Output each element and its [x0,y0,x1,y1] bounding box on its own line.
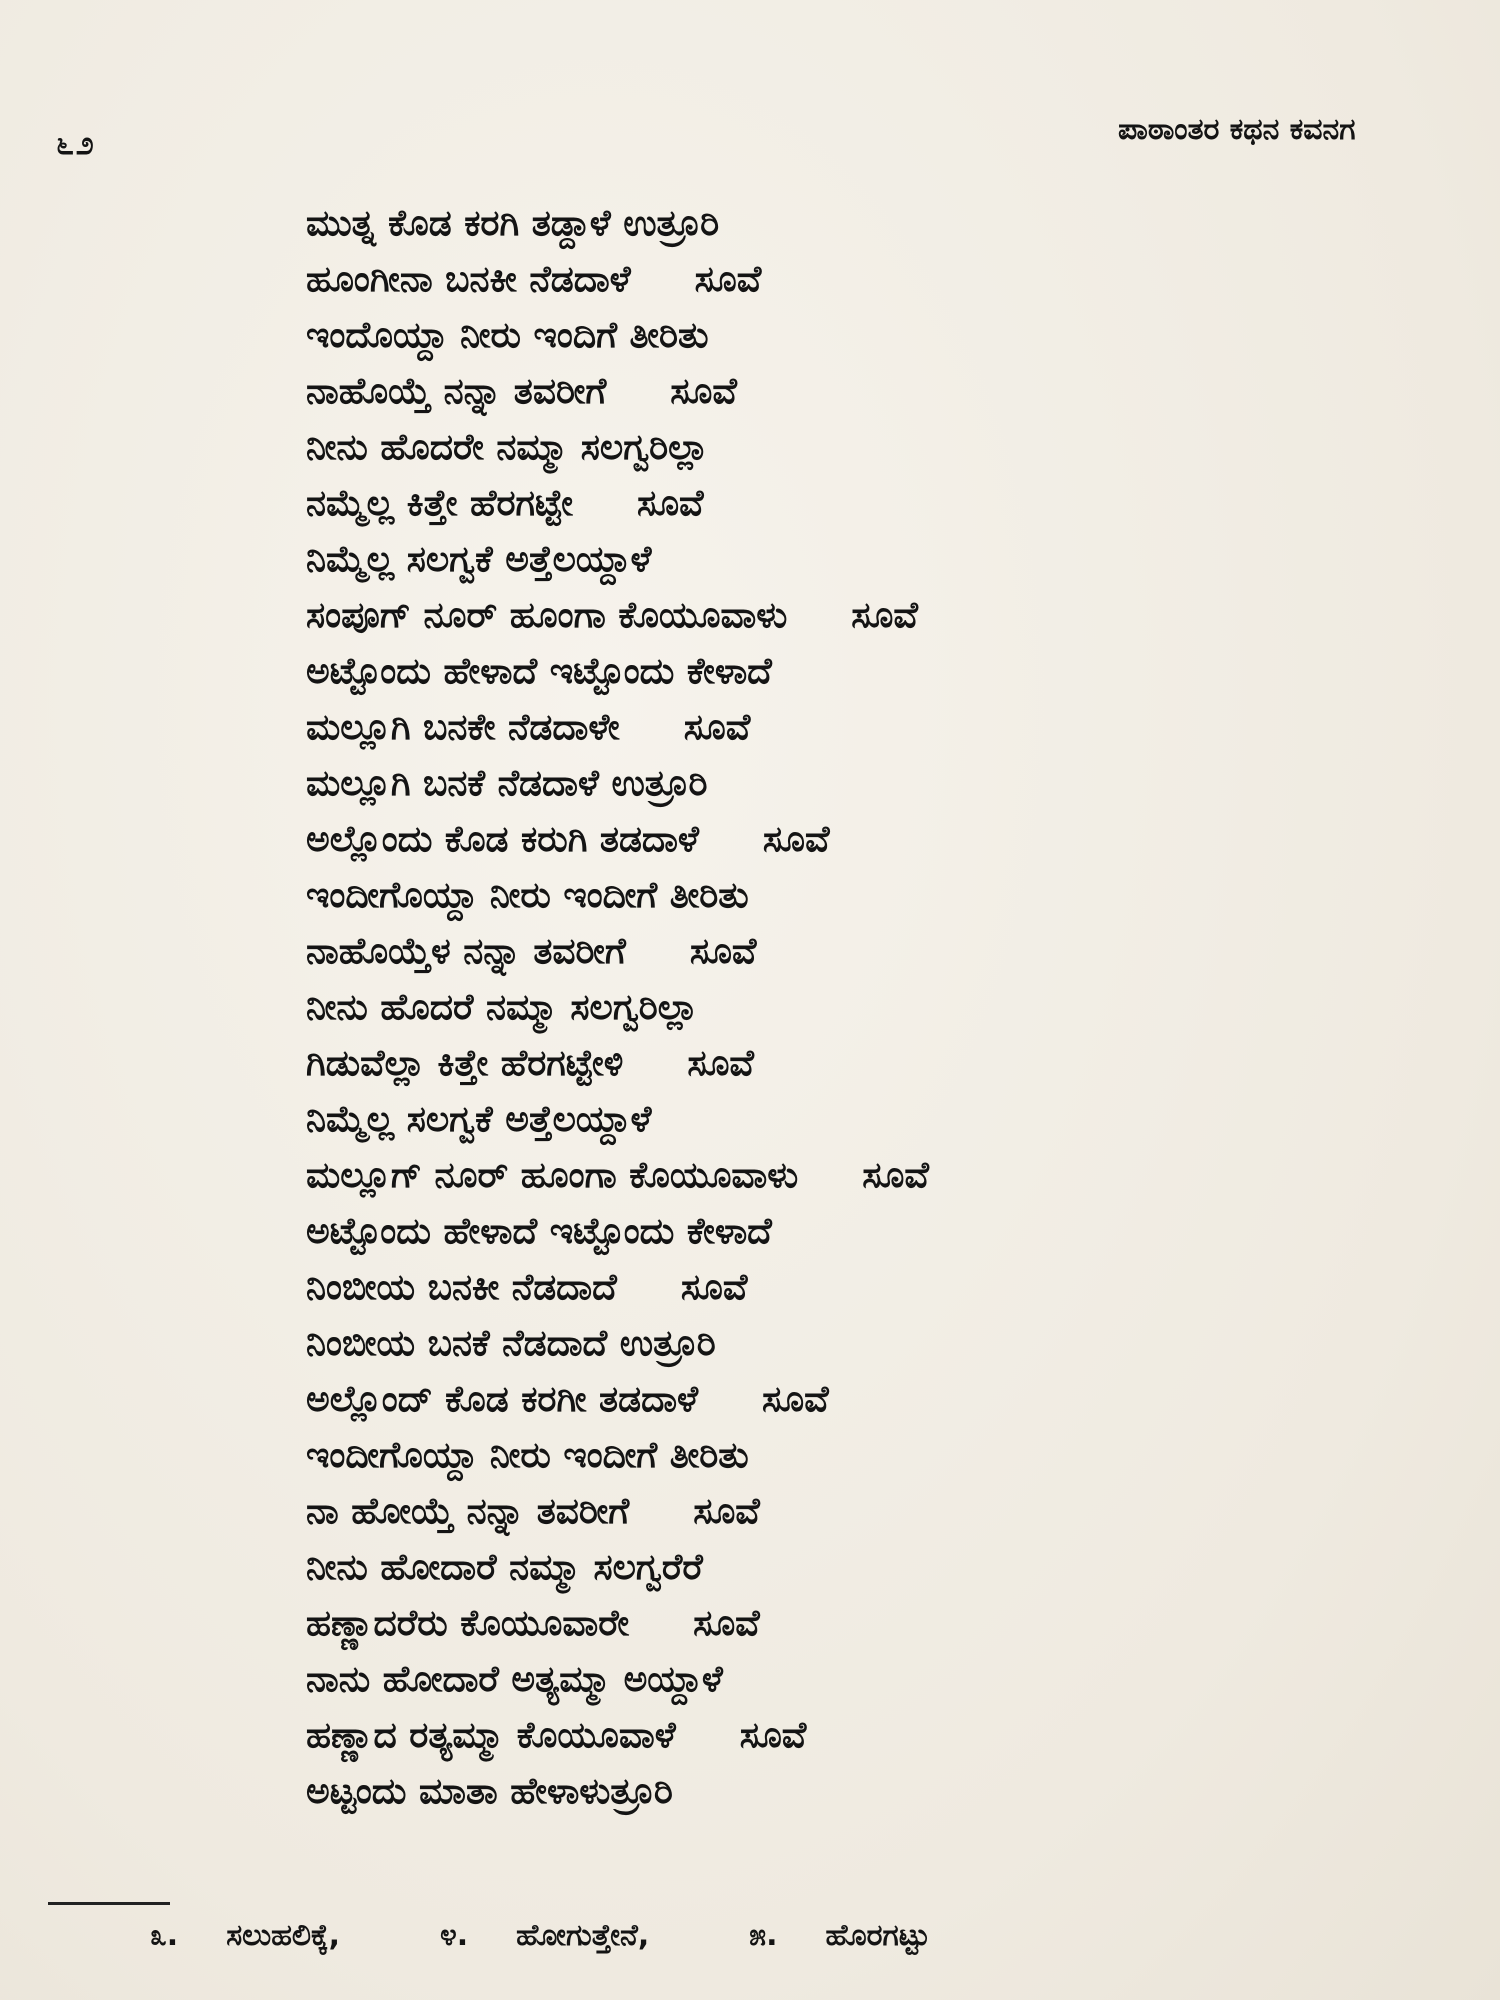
refrain-word: ಸೂವೆ [739,1715,807,1756]
refrain-word: ಸೂವೆ [762,1379,829,1420]
verse-line [306,756,1306,812]
verse-line-text: ನೀನು ಹೋದಾರೆ ನಮ್ಮಾ ಸಲಗ್ವರೆರೆ [306,1547,703,1588]
verse-line [306,980,1306,1036]
verse-line [306,420,1306,476]
verse-line [306,1540,1306,1596]
verse-line [306,644,1306,700]
verse-line [306,196,1306,252]
refrain-word: ಸೂವೆ [683,707,751,748]
refrain-word: ಸೂವೆ [689,931,757,972]
verse-line [306,1092,1306,1148]
footnote-text: ಸಲುಹಲಿಕ್ಕೆ, [226,1918,340,1953]
verse-line [306,924,1306,980]
verse-line-text: ನಾ ಹೋಯ್ತೆ ನನ್ನಾ ತವರೀಗೆ [306,1491,630,1532]
verse-line-text: ಹಣ್ಣಾದರೆರು ಕೊಯೂವಾರೇ [306,1603,630,1644]
verse-body [306,196,1306,1820]
verse-line [306,364,1306,420]
refrain-word: ಸೂವೆ [762,819,830,860]
footnote-text: ಹೊರಗಟ್ಟು [825,1918,931,1953]
verse-line [306,1708,1306,1764]
verse-line-text: ನಮ್ಮೆಲ್ಲ ಕಿತ್ತೇ ಹೆರಗಟ್ಟೇ [306,483,573,524]
verse-line-text: ನಿಂಬೀಯ ಬನಕೆ ನೆಡದಾದೆ ಉತ್ರೂರಿ [306,1323,716,1364]
verse-line [306,1596,1306,1652]
footnote [440,1918,649,1953]
verse-line-text: ಮಲ್ಲೂಗ್ ನೂರ್ ಹೂಂಗಾ ಕೊಯೂವಾಳು [306,1155,799,1196]
verse-line [306,1204,1306,1260]
verse-line [306,700,1306,756]
footnote-number: ೫. [749,1918,778,1953]
verse-line-text: ನೀನು ಹೊದರೆ ನಮ್ಮಾ ಸಲಗ್ವರಿಲ್ಲಾ [306,987,699,1028]
verse-line-text: ಗಿಡುವೆಲ್ಲಾ ಕಿತ್ತೇ ಹೆರಗಟ್ಟೇಳಿ [306,1043,624,1084]
verse-line [306,252,1306,308]
verse-line-text: ನಿಮ್ಮೆಲ್ಲ ಸಲಗ್ವಕೆ ಅತ್ತೆಲಯ್ದಾಳೆ [306,539,652,580]
verse-line [306,1260,1306,1316]
refrain-word: ಸೂವೆ [693,1603,760,1644]
footnote [749,1918,930,1953]
verse-line [306,1372,1306,1428]
verse-line-text: ಅಟ್ಟೊಂದು ಹೇಳಾದೆ ಇಟ್ಟೊಂದು ಕೇಳಾದೆ [306,651,772,692]
verse-line [306,588,1306,644]
verse-line [306,1428,1306,1484]
refrain-word: ಸೂವೆ [687,1043,754,1084]
refrain-word: ಸೂವೆ [862,1155,929,1196]
refrain-word: ಸೂವೆ [680,1267,748,1308]
verse-line [306,1036,1306,1092]
verse-line-text: ನಿಂಬೀಯ ಬನಕೀ ನೆಡದಾದೆ [306,1267,617,1308]
footnote-rule [48,1902,170,1905]
verse-line [306,532,1306,588]
verse-line [306,1652,1306,1708]
verse-line-text: ನಿಮ್ಮೆಲ್ಲ ಸಲಗ್ವಕೆ ಅತ್ತೆಲಯ್ದಾಳೆ [306,1099,652,1140]
verse-line-text: ಮುತ್ನ ಕೊಡ ಕರಗಿ ತಡ್ದಾಳೆ ಉತ್ರೂರಿ [306,203,720,244]
verse-line [306,812,1306,868]
verse-line-text: ಮಲ್ಲೂಗಿ ಬನಕೆ ನೆಡದಾಳೆ ಉತ್ರೂರಿ [306,763,708,804]
refrain-word: ಸೂವೆ [670,371,737,412]
refrain-word: ಸೂವೆ [693,1491,760,1532]
verse-line [306,1148,1306,1204]
page-number: ೬೨ [56,124,96,162]
verse-line-text: ಹೂಂಗೀನಾ ಬನಕೀ ನೆಡದಾಳೆ [306,259,631,300]
refrain-word: ಸೂವೆ [851,595,918,636]
verse-line-text: ನಾಹೊಯ್ತೆಳ ನನ್ನಾ ತವರೀಗೆ [306,931,626,972]
verse-line-text: ಅಲ್ಲೊಂದ್ ಕೊಡ ಕರಗೀ ತಡದಾಳೆ [306,1379,699,1420]
verse-line-text: ಸಂಪೂಗ್ ನೂರ್ ಹೂಂಗಾ ಕೊಯೂವಾಳು [306,595,788,636]
verse-line-text: ನಾನು ಹೋದಾರೆ ಅತ್ಯಮ್ಮಾ ಅಯ್ದಾಳೆ [306,1659,723,1700]
verse-line [306,868,1306,924]
verse-line-text: ಹಣ್ಣಾದ ರತ್ಯಮ್ಮಾ ಕೊಯೂವಾಳೆ [306,1715,676,1756]
footnote-number: ೩. [150,1918,179,1953]
verse-line-text: ಮಲ್ಲೂಗಿ ಬನಕೇ ನೆಡದಾಳೇ [306,707,620,748]
verse-line-text: ಅಟ್ಟೊಂದು ಹೇಳಾದೆ ಇಟ್ಟೊಂದು ಕೇಳಾದೆ [306,1211,772,1252]
verse-line-text: ನಾಹೊಯ್ತೆ ನನ್ನಾ ತವರೀಗೆ [306,371,607,412]
verse-line-text: ಇಂದೀಗೊಯ್ದಾ ನೀರು ಇಂದೀಗೆ ತೀರಿತು [306,1435,749,1476]
footnote-text: ಹೋಗುತ್ತೇನೆ, [516,1918,650,1953]
verse-line [306,308,1306,364]
footnote [150,1918,340,1953]
refrain-word: ಸೂವೆ [694,259,762,300]
verse-line-text: ಇಂದೀಗೊಯ್ದಾ ನೀರು ಇಂದೀಗೆ ತೀರಿತು [306,875,749,916]
verse-line [306,1484,1306,1540]
footnotes [150,1918,930,1953]
running-head: ಪಾಠಾಂತರ ಕಥನ ಕವನಗ [1118,112,1356,147]
verse-line-text: ಅಲ್ಲೊಂದು ಕೊಡ ಕರುಗಿ ತಡದಾಳೆ [306,819,699,860]
verse-line [306,1764,1306,1820]
verse-line [306,1316,1306,1372]
verse-line-text: ನೀನು ಹೊದರೇ ನಮ್ಮಾ ಸಲಗ್ವರಿಲ್ಲಾ [306,427,709,468]
footnote-number: ೪. [439,1918,469,1953]
refrain-word: ಸೂವೆ [636,483,704,524]
verse-line [306,476,1306,532]
verse-line-text: ಅಟ್ಟಂದು ಮಾತಾ ಹೇಳಾಳುತ್ರೂರಿ [306,1771,673,1812]
verse-line-text: ಇಂದೊಯ್ದಾ ನೀರು ಇಂದಿಗೆ ತೀರಿತು [306,315,709,356]
